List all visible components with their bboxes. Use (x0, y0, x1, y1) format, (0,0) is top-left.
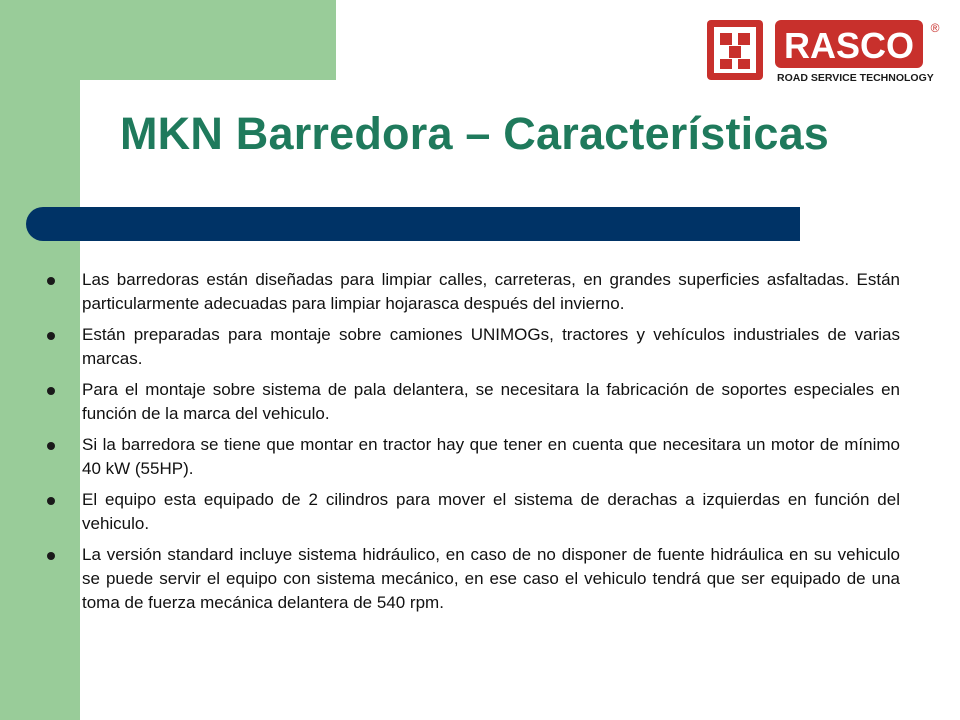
bullet-dot-icon (47, 552, 55, 560)
title-underline-bar (26, 207, 800, 241)
bullet-text: Para el montaje sobre sistema de pala delantera, se necesitara la fabricación de soportes especiales en función de la marca del vehiculo. (82, 380, 900, 423)
bullet-dot-icon (47, 442, 55, 450)
bullet-text: La versión standard incluye sistema hidráulico, en caso de no disponer de fuente hidráulica en su vehiculo se puede servir el equipo con sistema mecánico, en ese caso el vehiculo tendrá que ser equipado de una toma de fuerza mecánica delantera de 540 rpm. (82, 545, 900, 612)
registered-mark: ® (930, 21, 940, 35)
bullet-item (44, 378, 900, 426)
bullet-text: El equipo esta equipado de 2 cilindros para mover el sistema de derachas a izquierdas en función del vehiculo. (82, 490, 900, 533)
bullet-dot-icon (47, 497, 55, 505)
rasco-tagline: ROAD SERVICE TECHNOLOGY (777, 72, 934, 84)
bullet-dot-icon (47, 277, 55, 285)
bullet-text: Están preparadas para montaje sobre camiones UNIMOGs, tractores y vehículos industriales de varias marcas. (82, 325, 900, 368)
top-decorative-block (80, 0, 336, 80)
bullet-item (44, 543, 900, 615)
bullet-list (44, 268, 900, 622)
bullet-dot-icon (47, 387, 55, 395)
bullet-dot-icon (47, 332, 55, 340)
bullet-text: Las barredoras están diseñadas para limpiar calles, carreteras, en grandes superficies asfaltadas. Están particularmente adecuadas para limpiar hojarasca después del invierno. (82, 270, 900, 313)
bullet-text: Si la barredora se tiene que montar en tractor hay que tener en cuenta que necesitara un motor de mínimo 40 kW (55HP). (82, 435, 900, 478)
bullet-item (44, 488, 900, 536)
rasco-emblem-icon (707, 20, 763, 80)
rasco-logo (705, 16, 945, 84)
slide-title: MKN Barredora – Características (120, 108, 830, 159)
bullet-item (44, 433, 900, 481)
rasco-brand-text: RASCO (783, 25, 915, 66)
bullet-item (44, 268, 900, 316)
bullet-item (44, 323, 900, 371)
